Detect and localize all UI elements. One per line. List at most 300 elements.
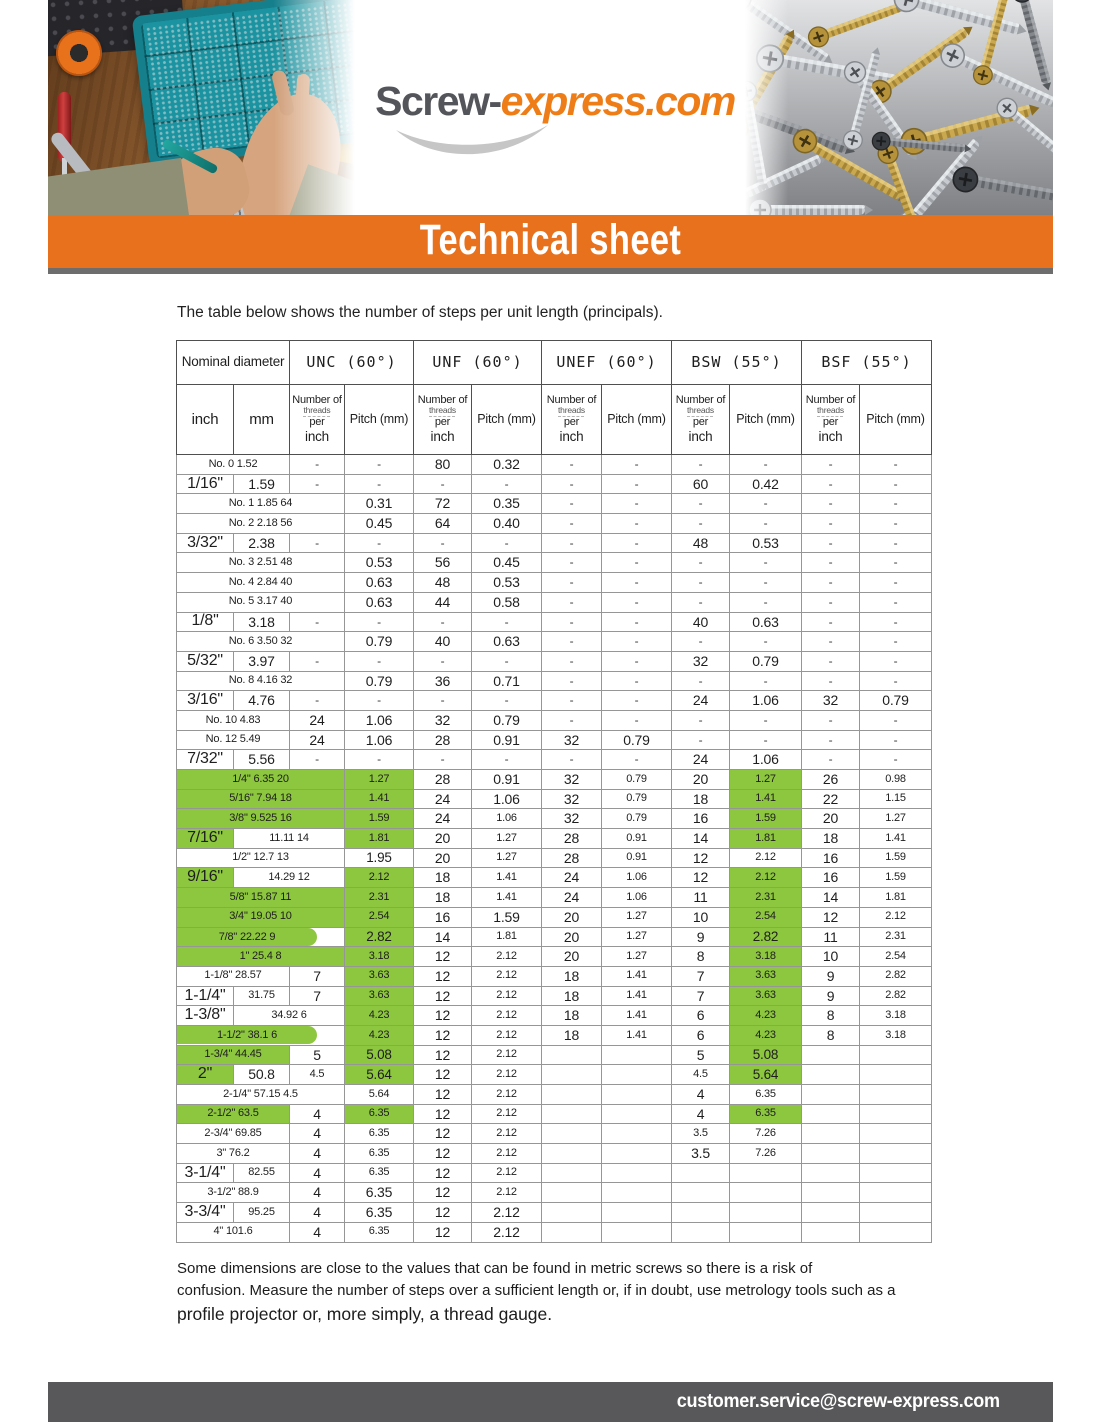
cell-bsf-pitch: 1.81: [860, 888, 932, 908]
cell-nominal: 7/8" 22.22 9: [177, 927, 345, 947]
table-row: [177, 750, 932, 770]
header-group: UNF (60°): [414, 341, 542, 385]
cell-bsw-tpi: 11: [672, 888, 730, 908]
cell-bsw-tpi: 48: [672, 533, 730, 553]
cell-bsf-tpi: 18: [802, 829, 860, 849]
logo-swoosh: [392, 120, 552, 164]
left-photo: [48, 0, 361, 215]
cell-unc-tpi: -: [290, 750, 345, 770]
cell-bsw-pitch: 3.63: [730, 966, 802, 986]
cell-bsw-tpi: -: [672, 632, 730, 652]
right-hand-decor: [222, 81, 359, 215]
cell-unef-pitch: 1.41: [602, 1025, 672, 1045]
cell-unef-pitch: 1.41: [602, 1006, 672, 1026]
cell-unc-pitch: 1.06: [345, 730, 414, 750]
table-row: [177, 1144, 932, 1164]
footer-bar: [48, 1382, 1053, 1422]
cell-unf-tpi: 24: [414, 809, 472, 829]
cell-unf-pitch: 2.12: [472, 1025, 542, 1045]
cell-unf-pitch: 2.12: [472, 1104, 542, 1124]
cell-bsw-tpi: -: [672, 710, 730, 730]
cell-unc-pitch: 1.59: [345, 809, 414, 829]
pegboard-decor: [48, 0, 185, 57]
table-row: [177, 592, 932, 612]
cell-nominal: 14.29 12: [234, 868, 345, 888]
cell-nominal: 1/2" 12.7 13: [177, 848, 345, 868]
cell-bsw-tpi: 40: [672, 612, 730, 632]
note-line-1: Some dimensions are close to the values that can be found in metric screws so there is a risk of: [177, 1260, 813, 1277]
cell-unef-pitch: [602, 1124, 672, 1144]
cell-unc-pitch: 6.35: [345, 1144, 414, 1164]
cell-bsw-tpi: 12: [672, 868, 730, 888]
cell-unf-pitch: 1.27: [472, 829, 542, 849]
cell-unef-pitch: -: [602, 651, 672, 671]
table-row: [177, 868, 932, 888]
cell-bsf-pitch: -: [860, 671, 932, 691]
right-photo: [745, 0, 1053, 215]
cell-unef-tpi: [542, 1085, 602, 1105]
cell-unf-pitch: 2.12: [472, 1006, 542, 1026]
cell-bsw-tpi: 6: [672, 1006, 730, 1026]
cell-unef-tpi: 32: [542, 789, 602, 809]
cell-unef-tpi: 20: [542, 927, 602, 947]
cell-unc-pitch: 1.06: [345, 710, 414, 730]
cell-bsf-tpi: -: [802, 612, 860, 632]
cell-unef-tpi: -: [542, 671, 602, 691]
cell-mm: 1.59: [234, 474, 290, 494]
cell-unc-tpi: 7: [290, 986, 345, 1006]
cell-unc-tpi: 4: [290, 1163, 345, 1183]
note-line-2: confusion. Measure the number of steps over a sufficient length or, if in doubt, use metrology tools such as a: [177, 1281, 896, 1299]
cell-unf-pitch: 0.40: [472, 514, 542, 534]
cell-nominal: 1-1/2" 38.1 6: [177, 1025, 345, 1045]
cell-unf-tpi: 12: [414, 1203, 472, 1223]
table-row: [177, 1025, 932, 1045]
cell-bsw-pitch: 6.35: [730, 1085, 802, 1105]
cell-unef-pitch: -: [602, 671, 672, 691]
cell-unef-pitch: 1.41: [602, 966, 672, 986]
banner-technical-sheet: [48, 215, 1053, 268]
table-row: [177, 848, 932, 868]
cell-bsw-pitch: -: [730, 730, 802, 750]
table-row: [177, 986, 932, 1006]
table-row: [177, 612, 932, 632]
cell-unef-pitch: -: [602, 632, 672, 652]
cell-unef-pitch: 1.41: [602, 986, 672, 1006]
cell-unc-pitch: 3.18: [345, 947, 414, 967]
table-row: [177, 809, 932, 829]
cell-unef-tpi: -: [542, 710, 602, 730]
cell-nominal: 1-1/8" 28.57: [177, 966, 290, 986]
banner-underline: [48, 268, 1053, 274]
cell-bsf-tpi: -: [802, 553, 860, 573]
cell-unf-pitch: 2.12: [472, 1203, 542, 1223]
header-group: BSF (55°): [802, 341, 932, 385]
cell-unef-pitch: 1.06: [602, 868, 672, 888]
cell-unc-pitch: 2.12: [345, 868, 414, 888]
cell-bsw-pitch: 5.08: [730, 1045, 802, 1065]
note-text: [177, 1258, 947, 1327]
cell-bsw-pitch: -: [730, 573, 802, 593]
cell-unf-pitch: 2.12: [472, 1163, 542, 1183]
cell-bsw-tpi: -: [672, 592, 730, 612]
cell-unf-pitch: 2.12: [472, 1045, 542, 1065]
cell-unf-pitch: 0.35: [472, 494, 542, 514]
cell-bsw-pitch: [730, 1163, 802, 1183]
cell-bsw-tpi: 24: [672, 750, 730, 770]
table-row: [177, 1222, 932, 1242]
cell-unef-tpi: 32: [542, 809, 602, 829]
screwdriver-shaft-decor: [62, 158, 67, 200]
cell-unf-tpi: 18: [414, 888, 472, 908]
cell-bsf-tpi: [802, 1203, 860, 1223]
cell-unf-tpi: 20: [414, 848, 472, 868]
cell-bsf-pitch: 2.82: [860, 966, 932, 986]
cell-bsw-pitch: 1.27: [730, 770, 802, 790]
cell-unf-pitch: -: [472, 533, 542, 553]
thread-table: [176, 340, 932, 1243]
cell-unef-tpi: 18: [542, 986, 602, 1006]
cell-bsw-pitch: 7.26: [730, 1124, 802, 1144]
table-row: [177, 553, 932, 573]
table-row: [177, 1006, 932, 1026]
cell-nominal: 1/4" 6.35 20: [177, 770, 345, 790]
cell-unc-tpi: 4: [290, 1183, 345, 1203]
cell-bsf-pitch: 3.18: [860, 1025, 932, 1045]
screw-organizer-box-decor: [132, 0, 361, 168]
cell-unc-tpi: 4: [290, 1144, 345, 1164]
cell-unef-pitch: -: [602, 592, 672, 612]
cell-bsw-pitch: -: [730, 592, 802, 612]
cell-bsw-tpi: [672, 1203, 730, 1223]
cell-unc-pitch: 6.35: [345, 1104, 414, 1124]
cell-unef-tpi: -: [542, 455, 602, 475]
cell-bsw-pitch: 1.06: [730, 691, 802, 711]
cell-unf-pitch: 0.71: [472, 671, 542, 691]
cell-mm: 4.76: [234, 691, 290, 711]
cell-bsw-tpi: 7: [672, 966, 730, 986]
cell-bsw-pitch: 1.59: [730, 809, 802, 829]
tape-measure-decor: [56, 30, 102, 76]
cell-bsf-pitch: 3.18: [860, 1006, 932, 1026]
cell-bsw-tpi: 5: [672, 1045, 730, 1065]
cell-bsw-tpi: 6: [672, 1025, 730, 1045]
cell-bsf-pitch: -: [860, 533, 932, 553]
parts-tray-decor: [195, 160, 346, 215]
cell-bsw-pitch: 4.23: [730, 1006, 802, 1026]
cell-bsw-pitch: -: [730, 632, 802, 652]
cell-unef-tpi: -: [542, 651, 602, 671]
logo-text-express: express.com: [500, 78, 735, 124]
cell-nominal: No. 8 4.16 32: [177, 671, 345, 691]
cell-bsf-pitch: 1.59: [860, 848, 932, 868]
cell-unef-pitch: 0.91: [602, 829, 672, 849]
cell-bsf-pitch: [860, 1104, 932, 1124]
cell-bsf-pitch: [860, 1222, 932, 1242]
cell-unf-tpi: 80: [414, 455, 472, 475]
cell-nominal: 5/16" 7.94 18: [177, 789, 345, 809]
cell-bsw-pitch: 7.26: [730, 1144, 802, 1164]
cell-unc-pitch: 5.08: [345, 1045, 414, 1065]
finger-decor: [271, 69, 296, 117]
cell-unc-pitch: 0.63: [345, 573, 414, 593]
cell-unf-tpi: 12: [414, 1144, 472, 1164]
cell-unef-pitch: -: [602, 455, 672, 475]
cell-unef-tpi: -: [542, 750, 602, 770]
cell-bsw-pitch: 2.31: [730, 888, 802, 908]
cell-unf-tpi: 12: [414, 966, 472, 986]
banner-title: Technical sheet: [419, 216, 682, 264]
cell-nominal: 34.92 6: [234, 1006, 345, 1026]
cell-bsf-pitch: -: [860, 553, 932, 573]
cell-nominal: No. 6 3.50 32: [177, 632, 345, 652]
cell-unf-pitch: 2.12: [472, 966, 542, 986]
cell-unc-pitch: 6.35: [345, 1203, 414, 1223]
left-hand-decor: [158, 141, 256, 215]
cell-unf-tpi: 36: [414, 671, 472, 691]
cell-unc-pitch: 0.31: [345, 494, 414, 514]
finger-decor: [295, 74, 311, 115]
cell-unf-tpi: 14: [414, 927, 472, 947]
cell-unc-pitch: 6.35: [345, 1124, 414, 1144]
cell-unf-pitch: 1.59: [472, 907, 542, 927]
cell-unef-pitch: -: [602, 573, 672, 593]
cell-unc-pitch: -: [345, 455, 414, 475]
cell-bsf-tpi: [802, 1222, 860, 1242]
table-row: [177, 829, 932, 849]
cell-unef-tpi: -: [542, 592, 602, 612]
cell-bsw-tpi: 4: [672, 1104, 730, 1124]
clamp-decor: [316, 34, 361, 167]
cell-unc-pitch: 2.54: [345, 907, 414, 927]
cell-bsf-tpi: -: [802, 730, 860, 750]
cell-bsw-pitch: 0.63: [730, 612, 802, 632]
cell-nominal: No. 0 1.52: [177, 455, 290, 475]
cell-bsf-tpi: [802, 1183, 860, 1203]
cell-unef-tpi: 18: [542, 1025, 602, 1045]
cell-inch: 2": [177, 1065, 234, 1085]
header-pitch-mm: Pitch (mm): [860, 385, 932, 455]
cell-inch: 3/32": [177, 533, 234, 553]
header-nominal-diameter: Nominal diameter: [177, 341, 290, 385]
cell-bsw-tpi: 16: [672, 809, 730, 829]
cell-bsf-tpi: -: [802, 474, 860, 494]
cell-bsf-tpi: -: [802, 455, 860, 475]
cell-unef-pitch: 0.79: [602, 789, 672, 809]
cell-unf-tpi: 12: [414, 1085, 472, 1105]
cell-bsf-tpi: 16: [802, 848, 860, 868]
cell-bsf-tpi: 11: [802, 927, 860, 947]
cell-unf-pitch: 1.41: [472, 888, 542, 908]
cell-bsf-tpi: [802, 1065, 860, 1085]
cell-mm: 2.38: [234, 533, 290, 553]
cell-bsf-tpi: -: [802, 750, 860, 770]
cell-unf-tpi: -: [414, 533, 472, 553]
thread-table-head: [177, 341, 932, 455]
cell-unf-pitch: -: [472, 750, 542, 770]
cell-unf-tpi: 12: [414, 1025, 472, 1045]
cell-unef-tpi: [542, 1222, 602, 1242]
cell-bsw-tpi: [672, 1222, 730, 1242]
cell-unf-pitch: 1.06: [472, 809, 542, 829]
cell-unf-pitch: 2.12: [472, 1183, 542, 1203]
cell-unf-pitch: 1.41: [472, 868, 542, 888]
cell-unf-tpi: 20: [414, 829, 472, 849]
cell-nominal: 3/8" 9.525 16: [177, 809, 345, 829]
cell-unef-pitch: -: [602, 691, 672, 711]
cell-bsf-tpi: [802, 1144, 860, 1164]
cell-nominal: No. 3 2.51 48: [177, 553, 345, 573]
cell-unef-pitch: [602, 1065, 672, 1085]
table-row: [177, 632, 932, 652]
cell-unc-pitch: 5.64: [345, 1085, 414, 1105]
cell-bsf-pitch: [860, 1163, 932, 1183]
cell-unf-tpi: 40: [414, 632, 472, 652]
cell-unef-pitch: -: [602, 474, 672, 494]
cell-nominal: 3-1/2" 88.9: [177, 1183, 290, 1203]
cell-unf-tpi: -: [414, 691, 472, 711]
cell-bsw-tpi: 7: [672, 986, 730, 1006]
table-row: [177, 691, 932, 711]
cell-nominal: 2-3/4" 69.85: [177, 1124, 290, 1144]
cell-unef-pitch: [602, 1203, 672, 1223]
cell-unf-pitch: 0.91: [472, 770, 542, 790]
cell-unef-tpi: [542, 1045, 602, 1065]
cell-bsf-pitch: [860, 1065, 932, 1085]
cell-inch: 1/16": [177, 474, 234, 494]
cell-unef-tpi: -: [542, 612, 602, 632]
cell-unc-pitch: -: [345, 691, 414, 711]
cell-unef-tpi: 32: [542, 730, 602, 750]
cell-bsf-pitch: 1.59: [860, 868, 932, 888]
cell-unc-pitch: -: [345, 474, 414, 494]
cell-bsw-pitch: 1.06: [730, 750, 802, 770]
cell-unc-tpi: -: [290, 533, 345, 553]
cell-unef-pitch: 0.79: [602, 770, 672, 790]
cell-mm: 95.25: [234, 1203, 290, 1223]
cell-unc-tpi: 24: [290, 730, 345, 750]
cell-unc-tpi: -: [290, 474, 345, 494]
cell-unc-tpi: 7: [290, 966, 345, 986]
cell-unef-tpi: [542, 1163, 602, 1183]
cell-bsw-tpi: 60: [672, 474, 730, 494]
cell-unc-pitch: -: [345, 651, 414, 671]
cell-unef-tpi: -: [542, 494, 602, 514]
cell-unf-pitch: -: [472, 691, 542, 711]
cell-bsw-pitch: -: [730, 455, 802, 475]
cell-unf-tpi: 28: [414, 730, 472, 750]
cell-bsf-tpi: 8: [802, 1006, 860, 1026]
cell-unf-pitch: -: [472, 651, 542, 671]
cell-bsw-tpi: 32: [672, 651, 730, 671]
cell-bsf-pitch: -: [860, 474, 932, 494]
cell-inch: 1/8": [177, 612, 234, 632]
cell-unef-pitch: [602, 1222, 672, 1242]
header-pitch-mm: Pitch (mm): [602, 385, 672, 455]
cell-unef-tpi: [542, 1183, 602, 1203]
cell-bsf-pitch: -: [860, 592, 932, 612]
cell-nominal: No. 4 2.84 40: [177, 573, 345, 593]
cell-unf-pitch: 0.32: [472, 455, 542, 475]
table-row: [177, 573, 932, 593]
cell-unef-pitch: -: [602, 494, 672, 514]
cell-bsw-pitch: 0.53: [730, 533, 802, 553]
cell-unef-tpi: -: [542, 514, 602, 534]
cell-mm: 31.75: [234, 986, 290, 1006]
cell-unc-pitch: 3.63: [345, 966, 414, 986]
cell-bsw-pitch: 2.54: [730, 907, 802, 927]
table-row: [177, 907, 932, 927]
table-row: [177, 789, 932, 809]
cell-bsf-tpi: [802, 1085, 860, 1105]
cell-unc-tpi: 4.5: [290, 1065, 345, 1085]
cell-unc-pitch: 0.53: [345, 553, 414, 573]
table-row: [177, 966, 932, 986]
cell-nominal: 4" 101.6: [177, 1222, 290, 1242]
cell-unef-pitch: [602, 1183, 672, 1203]
cell-nominal: 1" 25.4 8: [177, 947, 345, 967]
cell-unef-pitch: 0.91: [602, 848, 672, 868]
cell-bsw-pitch: 2.12: [730, 848, 802, 868]
cell-bsf-pitch: 2.12: [860, 907, 932, 927]
cell-unf-tpi: 18: [414, 868, 472, 888]
cell-nominal: 11.11 14: [234, 829, 345, 849]
cell-bsf-tpi: 26: [802, 770, 860, 790]
cell-unef-pitch: -: [602, 553, 672, 573]
cell-unc-pitch: 5.64: [345, 1065, 414, 1085]
cell-unf-tpi: 24: [414, 789, 472, 809]
cell-bsw-pitch: -: [730, 671, 802, 691]
footer-email[interactable]: customer.service@screw-express.com: [676, 1391, 1000, 1412]
cell-bsw-tpi: 9: [672, 927, 730, 947]
cell-unf-pitch: 2.12: [472, 1124, 542, 1144]
cell-unf-pitch: 2.12: [472, 1065, 542, 1085]
cell-unef-pitch: 0.79: [602, 809, 672, 829]
cell-bsw-tpi: 3.5: [672, 1124, 730, 1144]
cell-bsf-pitch: 2.82: [860, 986, 932, 1006]
cell-unc-tpi: 5: [290, 1045, 345, 1065]
cell-bsf-tpi: 32: [802, 691, 860, 711]
logo-text-screw: Screw-: [375, 78, 501, 124]
cell-mm: 3.97: [234, 651, 290, 671]
cell-bsw-pitch: 1.41: [730, 789, 802, 809]
cell-bsw-tpi: -: [672, 671, 730, 691]
cell-unf-pitch: 1.27: [472, 848, 542, 868]
cell-bsw-pitch: -: [730, 710, 802, 730]
cell-unc-tpi: 4: [290, 1104, 345, 1124]
cell-unef-tpi: -: [542, 691, 602, 711]
cell-unef-tpi: -: [542, 533, 602, 553]
cell-unc-pitch: -: [345, 612, 414, 632]
cell-unc-pitch: 0.63: [345, 592, 414, 612]
cell-unc-pitch: 0.79: [345, 671, 414, 691]
cell-unc-pitch: 6.35: [345, 1183, 414, 1203]
cell-unf-tpi: 12: [414, 986, 472, 1006]
cell-inch: 5/32": [177, 651, 234, 671]
cell-unc-pitch: 1.27: [345, 770, 414, 790]
cell-bsw-tpi: 3.5: [672, 1144, 730, 1164]
cell-bsw-pitch: [730, 1183, 802, 1203]
cell-bsw-tpi: 4: [672, 1085, 730, 1105]
cell-bsw-tpi: [672, 1163, 730, 1183]
cell-unc-tpi: -: [290, 612, 345, 632]
cell-unc-pitch: -: [345, 533, 414, 553]
cell-unef-tpi: 20: [542, 907, 602, 927]
cell-unef-pitch: 0.79: [602, 730, 672, 750]
cell-unc-tpi: -: [290, 651, 345, 671]
cell-bsw-tpi: -: [672, 553, 730, 573]
cell-unf-pitch: -: [472, 612, 542, 632]
